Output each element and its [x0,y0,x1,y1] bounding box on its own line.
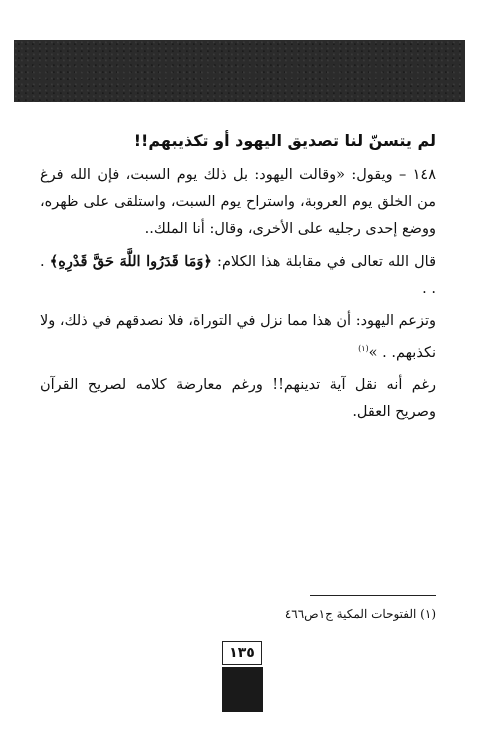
page-number: ١٣٥ [222,641,262,665]
paragraph-quran-verse [40,248,436,303]
paragraph-conclusion: رغم أنه نقل آية تدينهم!! ورغم معارضة كلامه لصريح القرآن وصريح العقل. [40,376,436,420]
footnote-divider [310,595,436,596]
quran-verse: ﴿وَمَا قَدَرُوا اللَّهَ حَقَّ قَدْرِهِ﴾ [49,253,212,270]
footer-decorative-bar [222,667,263,712]
header-decorative-bar [14,40,465,102]
main-text [40,118,436,431]
footnote-reference: (١) [358,344,369,353]
paragraph-jews-claim [40,308,436,367]
paragraph-quran-tail: . . . [40,254,436,297]
paragraph-quran-intro: قال الله تعالى في مقابلة هذا الكلام: [211,254,437,270]
footnote: (١) الفتوحات المكية ج١ص٤٦٦ [284,607,436,621]
paragraph-148: ١٤٨ – ويقول: «وقالت اليهود: بل ذلك يوم السبت، فإن الله فرغ من الخلق يوم العروبة، واستراح يوم السبت، واستلقى على ظهره، ووضع إحدى رجليه على الأخرى، وقال: أنا الملك.. [40,167,436,237]
section-heading: لم يتسنّ لنا تصديق اليهود أو تكذيبهم!! [133,131,436,150]
paragraph-jews-claim-text: وتزعم اليهود: أن هذا مما نزل في التوراة، فلا نصدقهم في ذلك، ولا نكذبهم. . » [40,313,436,361]
